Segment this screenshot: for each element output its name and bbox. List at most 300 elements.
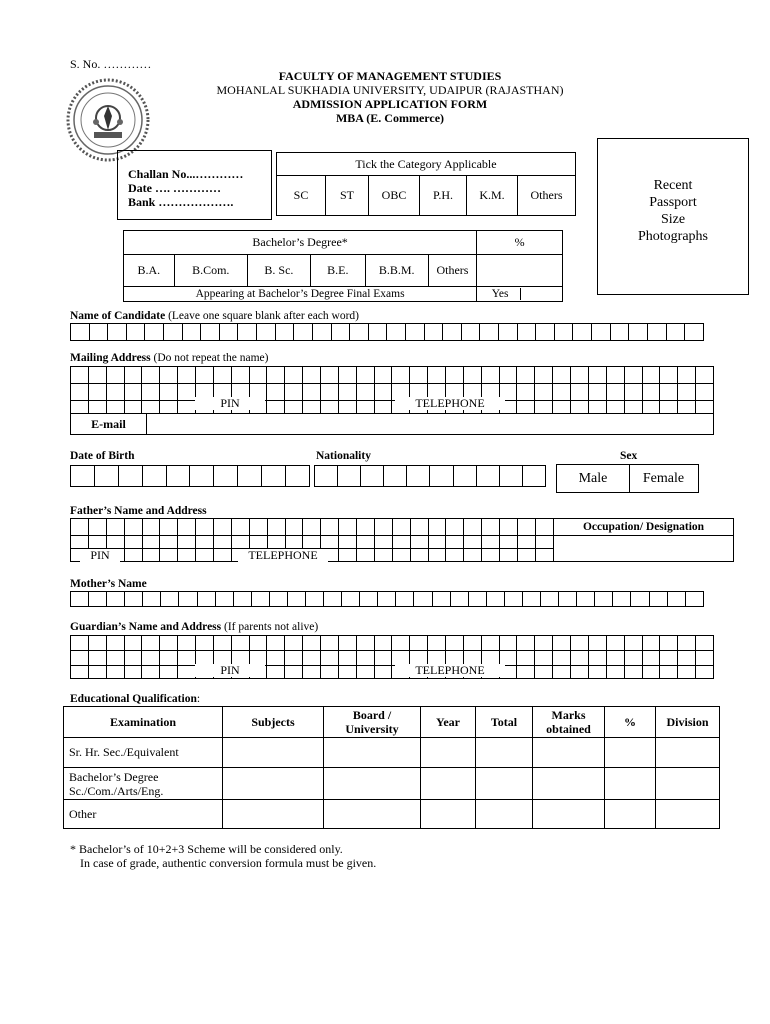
char-box[interactable] — [695, 400, 714, 414]
char-box[interactable] — [356, 366, 375, 384]
char-box[interactable] — [231, 518, 250, 536]
char-box[interactable] — [106, 650, 125, 666]
char-box[interactable] — [649, 591, 668, 607]
char-box[interactable] — [213, 465, 238, 487]
char-box[interactable] — [606, 635, 625, 651]
char-box[interactable] — [642, 400, 661, 414]
char-box[interactable] — [126, 323, 146, 341]
char-box[interactable] — [124, 383, 143, 401]
char-box[interactable] — [70, 635, 89, 651]
char-box[interactable] — [463, 535, 482, 549]
char-box[interactable] — [677, 400, 696, 414]
char-box[interactable] — [159, 635, 178, 651]
char-box[interactable] — [320, 366, 339, 384]
char-box[interactable] — [642, 635, 661, 651]
char-box[interactable] — [450, 591, 469, 607]
char-box[interactable] — [360, 465, 384, 487]
char-box[interactable] — [195, 366, 214, 384]
char-box[interactable] — [177, 366, 196, 384]
mailing-address-grid[interactable] — [70, 383, 714, 401]
char-box[interactable] — [249, 635, 268, 651]
char-box[interactable] — [610, 323, 630, 341]
char-box[interactable] — [124, 535, 143, 549]
char-box[interactable] — [588, 383, 607, 401]
challan-no[interactable]: Challan No...………… — [128, 167, 244, 181]
char-box[interactable] — [88, 650, 107, 666]
char-box[interactable] — [552, 650, 571, 666]
char-box[interactable] — [88, 535, 107, 549]
char-box[interactable] — [106, 366, 125, 384]
table-cell[interactable] — [533, 800, 605, 829]
char-box[interactable] — [677, 635, 696, 651]
char-box[interactable] — [666, 323, 686, 341]
char-box[interactable] — [284, 400, 303, 414]
char-box[interactable] — [70, 366, 89, 384]
char-box[interactable] — [374, 366, 393, 384]
char-box[interactable] — [177, 650, 196, 666]
char-box[interactable] — [374, 400, 393, 414]
char-box[interactable] — [349, 323, 369, 341]
table-cell[interactable] — [324, 800, 421, 829]
char-box[interactable] — [261, 465, 286, 487]
char-box[interactable] — [428, 535, 447, 549]
table-cell[interactable] — [605, 738, 656, 768]
char-box[interactable] — [356, 400, 375, 414]
char-box[interactable] — [159, 665, 178, 679]
char-box[interactable] — [159, 383, 178, 401]
char-box[interactable] — [428, 518, 447, 536]
challan-bank[interactable]: Bank ………………. — [128, 195, 234, 209]
char-box[interactable] — [659, 665, 678, 679]
char-box[interactable] — [266, 366, 285, 384]
degree-option[interactable]: B.A. — [124, 255, 175, 287]
char-box[interactable] — [572, 323, 592, 341]
char-box[interactable] — [570, 366, 589, 384]
char-box[interactable] — [88, 366, 107, 384]
char-box[interactable] — [522, 465, 546, 487]
char-box[interactable] — [106, 591, 125, 607]
char-box[interactable] — [302, 400, 321, 414]
category-option[interactable]: P.H. — [420, 176, 467, 216]
char-box[interactable] — [70, 535, 89, 549]
category-option[interactable]: OBC — [369, 176, 420, 216]
char-box[interactable] — [141, 366, 160, 384]
char-box[interactable] — [142, 465, 167, 487]
category-option[interactable]: ST — [326, 176, 369, 216]
char-box[interactable] — [266, 383, 285, 401]
char-box[interactable] — [124, 518, 143, 536]
char-box[interactable] — [588, 665, 607, 679]
char-box[interactable] — [356, 635, 375, 651]
char-box[interactable] — [570, 650, 589, 666]
table-cell[interactable] — [223, 738, 324, 768]
char-box[interactable] — [195, 548, 214, 562]
char-box[interactable] — [178, 591, 197, 607]
char-box[interactable] — [94, 465, 119, 487]
table-cell[interactable] — [421, 738, 476, 768]
char-box[interactable] — [535, 548, 554, 562]
char-box[interactable] — [552, 400, 571, 414]
char-box[interactable] — [374, 665, 393, 679]
char-box[interactable] — [606, 383, 625, 401]
char-box[interactable] — [642, 383, 661, 401]
char-box[interactable] — [284, 635, 303, 651]
char-box[interactable] — [89, 323, 109, 341]
table-cell[interactable] — [476, 738, 533, 768]
degree-option[interactable]: Others — [428, 255, 477, 287]
char-box[interactable] — [588, 366, 607, 384]
table-cell[interactable] — [656, 768, 720, 800]
char-box[interactable] — [338, 665, 357, 679]
char-box[interactable] — [695, 383, 714, 401]
char-box[interactable] — [159, 400, 178, 414]
sex-male[interactable]: Male — [557, 465, 630, 492]
char-box[interactable] — [695, 665, 714, 679]
char-box[interactable] — [427, 366, 446, 384]
table-cell[interactable] — [605, 768, 656, 800]
char-box[interactable] — [338, 366, 357, 384]
table-cell[interactable] — [656, 738, 720, 768]
degree-option[interactable]: B. Sc. — [247, 255, 310, 287]
char-box[interactable] — [374, 383, 393, 401]
candidate-name-grid[interactable] — [70, 323, 704, 341]
char-box[interactable] — [481, 535, 500, 549]
table-cell[interactable] — [533, 768, 605, 800]
char-box[interactable] — [624, 400, 643, 414]
char-box[interactable] — [516, 366, 535, 384]
char-box[interactable] — [374, 518, 393, 536]
table-cell[interactable] — [605, 800, 656, 829]
char-box[interactable] — [177, 665, 196, 679]
char-box[interactable] — [285, 518, 304, 536]
char-box[interactable] — [88, 518, 107, 536]
char-box[interactable] — [70, 323, 90, 341]
mailing-address-grid[interactable] — [70, 366, 714, 384]
char-box[interactable] — [588, 400, 607, 414]
char-box[interactable] — [70, 400, 89, 414]
char-box[interactable] — [356, 548, 375, 562]
char-box[interactable] — [215, 591, 234, 607]
mother-name-grid[interactable] — [70, 591, 704, 607]
char-box[interactable] — [498, 323, 518, 341]
char-box[interactable] — [445, 635, 464, 651]
char-box[interactable] — [106, 635, 125, 651]
char-box[interactable] — [256, 323, 276, 341]
char-box[interactable] — [374, 650, 393, 666]
char-box[interactable] — [659, 400, 678, 414]
char-box[interactable] — [558, 591, 577, 607]
char-box[interactable] — [106, 383, 125, 401]
char-box[interactable] — [463, 548, 482, 562]
char-box[interactable] — [499, 518, 518, 536]
char-box[interactable] — [392, 518, 411, 536]
char-box[interactable] — [667, 591, 686, 607]
char-box[interactable] — [499, 548, 518, 562]
char-box[interactable] — [630, 591, 649, 607]
char-box[interactable] — [659, 635, 678, 651]
table-cell[interactable] — [656, 800, 720, 829]
char-box[interactable] — [516, 665, 535, 679]
char-box[interactable] — [356, 535, 375, 549]
char-box[interactable] — [516, 400, 535, 414]
char-box[interactable] — [320, 635, 339, 651]
char-box[interactable] — [320, 518, 339, 536]
char-box[interactable] — [486, 591, 505, 607]
char-box[interactable] — [624, 366, 643, 384]
char-box[interactable] — [624, 383, 643, 401]
char-box[interactable] — [368, 323, 388, 341]
char-box[interactable] — [312, 323, 332, 341]
char-box[interactable] — [249, 366, 268, 384]
char-box[interactable] — [320, 650, 339, 666]
char-box[interactable] — [479, 323, 499, 341]
char-box[interactable] — [338, 635, 357, 651]
char-box[interactable] — [159, 548, 178, 562]
char-box[interactable] — [70, 518, 89, 536]
char-box[interactable] — [195, 635, 214, 651]
char-box[interactable] — [70, 665, 89, 679]
char-box[interactable] — [476, 465, 500, 487]
char-box[interactable] — [107, 323, 127, 341]
char-box[interactable] — [647, 323, 667, 341]
char-box[interactable] — [320, 535, 339, 549]
char-box[interactable] — [427, 635, 446, 651]
char-box[interactable] — [356, 518, 375, 536]
char-box[interactable] — [535, 323, 555, 341]
table-cell[interactable] — [324, 768, 421, 800]
char-box[interactable] — [142, 518, 161, 536]
char-box[interactable] — [159, 535, 178, 549]
char-box[interactable] — [606, 650, 625, 666]
char-box[interactable] — [189, 465, 214, 487]
guardian-address-grid[interactable] — [70, 650, 714, 666]
char-box[interactable] — [302, 383, 321, 401]
char-box[interactable] — [445, 518, 464, 536]
char-box[interactable] — [392, 548, 411, 562]
category-option[interactable]: SC — [277, 176, 326, 216]
char-box[interactable] — [570, 635, 589, 651]
table-cell[interactable] — [421, 768, 476, 800]
char-box[interactable] — [517, 548, 536, 562]
char-box[interactable] — [481, 366, 500, 384]
char-box[interactable] — [624, 650, 643, 666]
char-box[interactable] — [413, 591, 432, 607]
char-box[interactable] — [285, 465, 310, 487]
char-box[interactable] — [338, 548, 357, 562]
char-box[interactable] — [468, 591, 487, 607]
char-box[interactable] — [237, 323, 257, 341]
char-box[interactable] — [302, 518, 321, 536]
char-box[interactable] — [106, 400, 125, 414]
char-box[interactable] — [481, 548, 500, 562]
guardian-address-grid[interactable] — [70, 635, 714, 651]
char-box[interactable] — [516, 650, 535, 666]
char-box[interactable] — [576, 591, 595, 607]
degree-option[interactable]: B.E. — [310, 255, 365, 287]
char-box[interactable] — [535, 535, 554, 549]
char-box[interactable] — [534, 400, 553, 414]
char-box[interactable] — [166, 465, 191, 487]
char-box[interactable] — [642, 650, 661, 666]
char-box[interactable] — [356, 650, 375, 666]
char-box[interactable] — [124, 366, 143, 384]
char-box[interactable] — [463, 635, 482, 651]
char-box[interactable] — [70, 650, 89, 666]
char-box[interactable] — [320, 400, 339, 414]
char-box[interactable] — [391, 635, 410, 651]
char-box[interactable] — [284, 665, 303, 679]
char-box[interactable] — [177, 635, 196, 651]
char-box[interactable] — [182, 323, 202, 341]
char-box[interactable] — [570, 383, 589, 401]
char-box[interactable] — [374, 535, 393, 549]
char-box[interactable] — [142, 548, 161, 562]
char-box[interactable] — [338, 650, 357, 666]
char-box[interactable] — [659, 383, 678, 401]
char-box[interactable] — [695, 366, 714, 384]
char-box[interactable] — [338, 535, 357, 549]
char-box[interactable] — [142, 535, 161, 549]
char-box[interactable] — [249, 535, 268, 549]
char-box[interactable] — [159, 518, 178, 536]
char-box[interactable] — [70, 383, 89, 401]
char-box[interactable] — [195, 535, 214, 549]
char-box[interactable] — [177, 518, 196, 536]
char-box[interactable] — [463, 518, 482, 536]
char-box[interactable] — [428, 548, 447, 562]
char-box[interactable] — [249, 518, 268, 536]
char-box[interactable] — [677, 665, 696, 679]
table-cell[interactable] — [324, 738, 421, 768]
char-box[interactable] — [287, 591, 306, 607]
char-box[interactable] — [124, 635, 143, 651]
father-address-grid[interactable] — [70, 518, 554, 536]
char-box[interactable] — [409, 366, 428, 384]
nationality-grid[interactable] — [314, 465, 546, 487]
table-cell[interactable] — [421, 800, 476, 829]
char-box[interactable] — [124, 650, 143, 666]
char-box[interactable] — [320, 665, 339, 679]
char-box[interactable] — [356, 665, 375, 679]
char-box[interactable] — [338, 400, 357, 414]
char-box[interactable] — [522, 591, 541, 607]
char-box[interactable] — [142, 591, 161, 607]
char-box[interactable] — [302, 635, 321, 651]
char-box[interactable] — [588, 635, 607, 651]
char-box[interactable] — [552, 665, 571, 679]
father-address-grid[interactable] — [70, 535, 554, 549]
char-box[interactable] — [302, 665, 321, 679]
char-box[interactable] — [160, 591, 179, 607]
char-box[interactable] — [266, 400, 285, 414]
char-box[interactable] — [359, 591, 378, 607]
char-box[interactable] — [570, 665, 589, 679]
dob-grid[interactable] — [70, 465, 310, 487]
char-box[interactable] — [284, 383, 303, 401]
char-box[interactable] — [695, 635, 714, 651]
sex-female[interactable]: Female — [642, 471, 685, 486]
char-box[interactable] — [517, 323, 537, 341]
char-box[interactable] — [231, 366, 250, 384]
challan-date[interactable]: Date …. ………… — [128, 181, 221, 195]
char-box[interactable] — [517, 535, 536, 549]
char-box[interactable] — [588, 650, 607, 666]
char-box[interactable] — [535, 518, 554, 536]
char-box[interactable] — [213, 548, 232, 562]
char-box[interactable] — [141, 400, 160, 414]
char-box[interactable] — [124, 548, 143, 562]
char-box[interactable] — [552, 635, 571, 651]
table-cell[interactable] — [533, 738, 605, 768]
char-box[interactable] — [684, 323, 704, 341]
char-box[interactable] — [534, 383, 553, 401]
char-box[interactable] — [266, 635, 285, 651]
char-box[interactable] — [606, 366, 625, 384]
char-box[interactable] — [213, 518, 232, 536]
char-box[interactable] — [141, 665, 160, 679]
char-box[interactable] — [267, 535, 286, 549]
char-box[interactable] — [554, 323, 574, 341]
char-box[interactable] — [534, 635, 553, 651]
char-box[interactable] — [445, 366, 464, 384]
char-box[interactable] — [106, 518, 125, 536]
char-box[interactable] — [552, 383, 571, 401]
char-box[interactable] — [106, 535, 125, 549]
degree-option[interactable]: B.B.M. — [365, 255, 428, 287]
char-box[interactable] — [314, 465, 338, 487]
char-box[interactable] — [106, 665, 125, 679]
char-box[interactable] — [338, 383, 357, 401]
char-box[interactable] — [266, 650, 285, 666]
char-box[interactable] — [552, 366, 571, 384]
category-option[interactable]: Others — [518, 176, 576, 216]
char-box[interactable] — [534, 366, 553, 384]
char-box[interactable] — [481, 635, 500, 651]
char-box[interactable] — [163, 323, 183, 341]
char-box[interactable] — [213, 366, 232, 384]
char-box[interactable] — [517, 518, 536, 536]
char-box[interactable] — [628, 323, 648, 341]
char-box[interactable] — [659, 650, 678, 666]
char-box[interactable] — [685, 591, 704, 607]
char-box[interactable] — [499, 465, 523, 487]
char-box[interactable] — [323, 591, 342, 607]
table-cell[interactable] — [223, 768, 324, 800]
char-box[interactable] — [302, 366, 321, 384]
char-box[interactable] — [383, 465, 407, 487]
char-box[interactable] — [677, 366, 696, 384]
char-box[interactable] — [391, 366, 410, 384]
char-box[interactable] — [159, 366, 178, 384]
char-box[interactable] — [516, 383, 535, 401]
char-box[interactable] — [293, 323, 313, 341]
char-box[interactable] — [534, 665, 553, 679]
char-box[interactable] — [237, 465, 262, 487]
char-box[interactable] — [463, 366, 482, 384]
char-box[interactable] — [231, 635, 250, 651]
char-box[interactable] — [612, 591, 631, 607]
char-box[interactable] — [231, 535, 250, 549]
char-box[interactable] — [275, 323, 295, 341]
char-box[interactable] — [453, 465, 477, 487]
degree-blank[interactable] — [477, 255, 563, 287]
char-box[interactable] — [432, 591, 451, 607]
char-box[interactable] — [219, 323, 239, 341]
char-box[interactable] — [374, 635, 393, 651]
char-box[interactable] — [284, 366, 303, 384]
mailing-pin-grid[interactable] — [70, 400, 714, 414]
char-box[interactable] — [377, 591, 396, 607]
